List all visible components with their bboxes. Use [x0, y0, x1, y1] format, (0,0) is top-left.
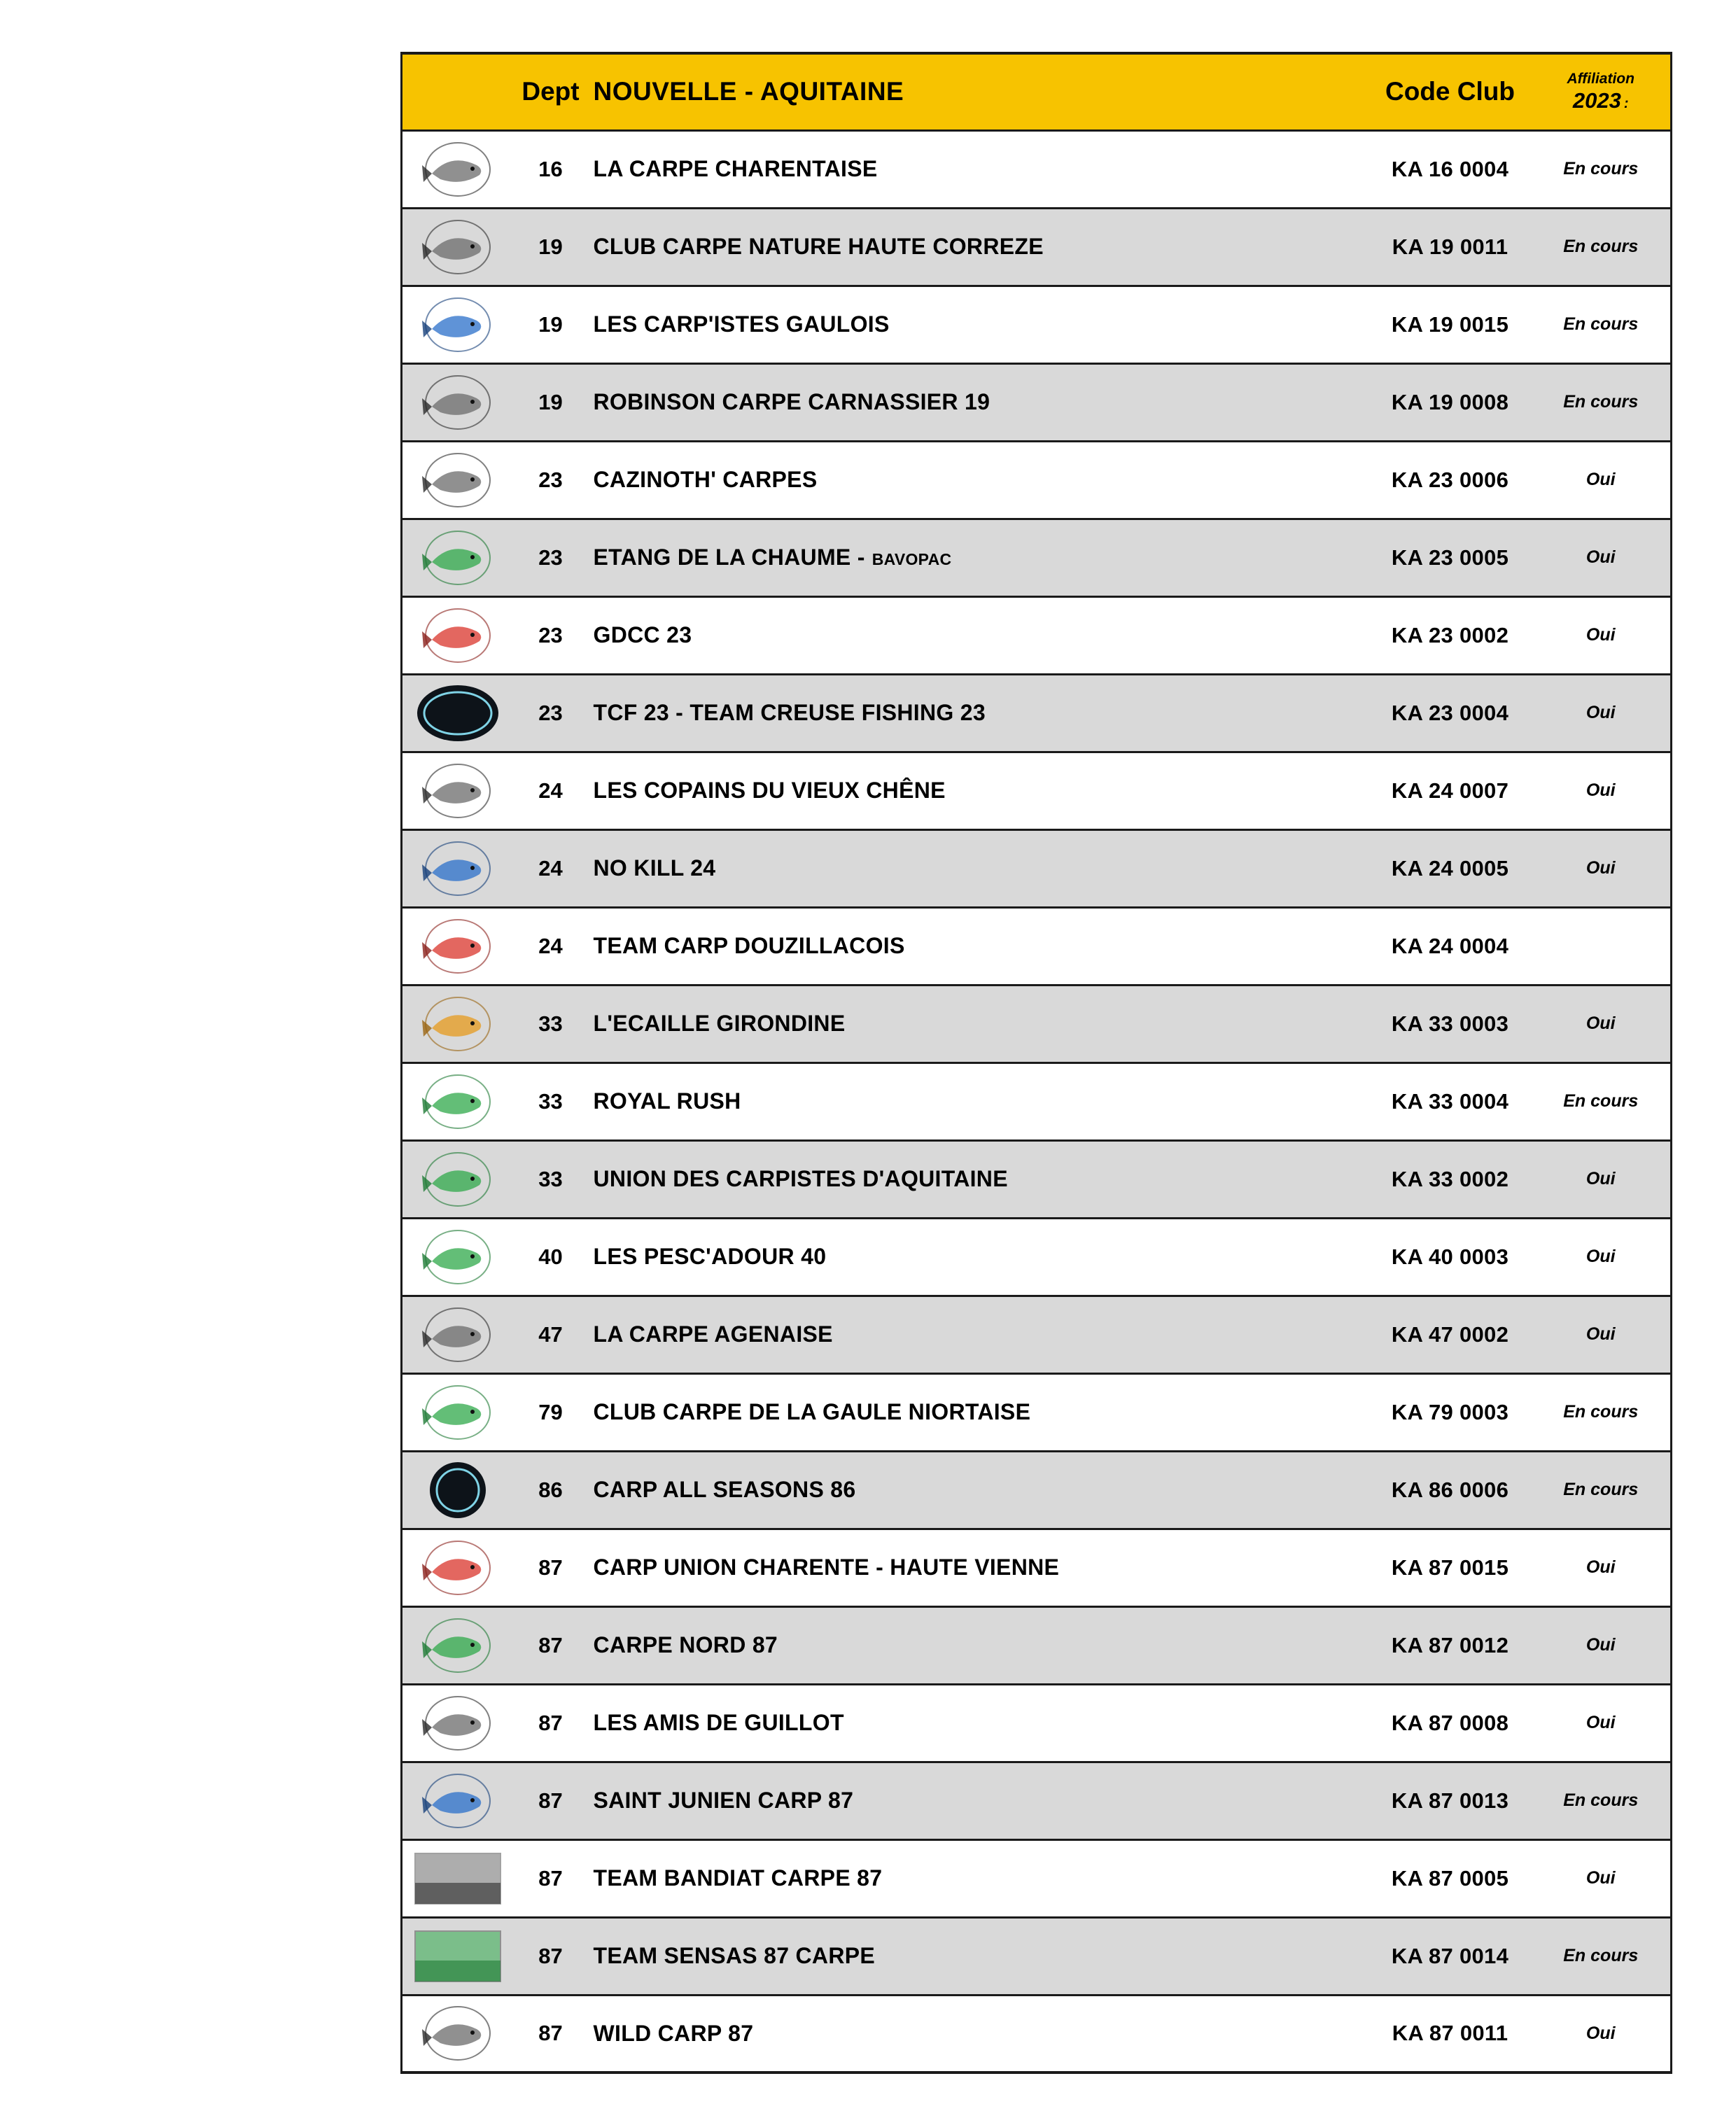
club-logo-cell	[402, 286, 514, 363]
club-table	[400, 52, 1672, 2074]
fleur-de-lis-logo-icon	[412, 992, 503, 1056]
club-dept: 16	[514, 130, 588, 208]
club-name: LES COPAINS DU VIEUX CHÊNE	[593, 778, 946, 803]
club-logo-cell	[402, 208, 514, 286]
round-badge-logo-icon	[412, 293, 503, 357]
club-code: KA 19 0011	[1369, 208, 1532, 286]
club-name: WILD CARP 87	[593, 2020, 754, 2046]
club-affiliation: Oui	[1532, 985, 1672, 1062]
club-code: KA 87 0005	[1369, 1839, 1532, 1917]
club-name: TEAM BANDIAT CARPE 87	[593, 1865, 883, 1891]
green-ring-logo-icon	[412, 1225, 503, 1289]
club-name: GDCC 23	[593, 622, 692, 647]
club-name-suffix: BAVOPAC	[872, 550, 952, 568]
dark-oval-logo-icon	[412, 681, 503, 745]
club-name: LA CARPE CHARENTAISE	[593, 156, 878, 181]
club-code: KA 24 0005	[1369, 829, 1532, 907]
club-dept: 23	[514, 519, 588, 596]
table-row	[402, 1917, 1672, 1995]
club-dept: 24	[514, 752, 588, 829]
club-name: ROBINSON CARPE CARNASSIER 19	[593, 389, 990, 414]
club-affiliation: Oui	[1532, 1529, 1672, 1606]
table-row	[402, 985, 1672, 1062]
club-name: SAINT JUNIEN CARP 87	[593, 1788, 854, 1813]
club-name-cell	[588, 208, 1369, 286]
club-code: KA 40 0003	[1369, 1218, 1532, 1296]
club-name-cell	[588, 1917, 1369, 1995]
club-code: KA 87 0014	[1369, 1917, 1532, 1995]
table-row	[402, 674, 1672, 752]
club-dept: 87	[514, 1684, 588, 1762]
table-row	[402, 1296, 1672, 1373]
carp-circle-logo-icon	[412, 759, 503, 823]
club-logo-cell	[402, 130, 514, 208]
club-dept: 40	[514, 1218, 588, 1296]
club-name: LES PESC'ADOUR 40	[593, 1244, 827, 1269]
club-dept: 87	[514, 1529, 588, 1606]
club-logo-cell	[402, 1529, 514, 1606]
carp-outline-logo-icon	[412, 1691, 503, 1755]
club-dept: 87	[514, 1917, 588, 1995]
club-affiliation: En cours	[1532, 1062, 1672, 1140]
club-dept: 19	[514, 208, 588, 286]
affiliation-year: 2023	[1572, 87, 1621, 113]
club-affiliation: Oui	[1532, 596, 1672, 674]
club-affiliation: Oui	[1532, 519, 1672, 596]
club-dept: 47	[514, 1296, 588, 1373]
club-name-cell	[588, 1762, 1369, 1839]
club-dept: 33	[514, 985, 588, 1062]
club-affiliation: En cours	[1532, 130, 1672, 208]
club-name-cell	[588, 752, 1369, 829]
club-code: KA 33 0004	[1369, 1062, 1532, 1140]
club-name: LA CARPE AGENAISE	[593, 1321, 833, 1347]
club-logo-cell	[402, 907, 514, 985]
club-name-cell	[588, 130, 1369, 208]
table-row	[402, 1762, 1672, 1839]
green-outline-carp-logo-icon	[412, 1613, 503, 1678]
table-row	[402, 1062, 1672, 1140]
club-name: LES CARP'ISTES GAULOIS	[593, 311, 890, 337]
club-name-cell	[588, 441, 1369, 519]
club-logo-cell	[402, 519, 514, 596]
club-name: CLUB CARPE DE LA GAULE NIORTAISE	[593, 1399, 1031, 1424]
club-name-cell	[588, 674, 1369, 752]
club-code: KA 87 0012	[1369, 1606, 1532, 1684]
club-name-cell	[588, 1839, 1369, 1917]
club-name-cell	[588, 363, 1369, 441]
club-name: TEAM SENSAS 87 CARPE	[593, 1943, 876, 1968]
club-code: KA 87 0008	[1369, 1684, 1532, 1762]
club-affiliation: Oui	[1532, 441, 1672, 519]
uca-logo-icon	[412, 1147, 503, 1212]
rose-carp-logo-icon	[412, 1536, 503, 1600]
club-code: KA 19 0015	[1369, 286, 1532, 363]
club-name: ROYAL RUSH	[593, 1088, 741, 1114]
club-name-cell	[588, 1062, 1369, 1140]
club-affiliation: En cours	[1532, 208, 1672, 286]
table-row	[402, 752, 1672, 829]
club-name-cell	[588, 1218, 1369, 1296]
club-logo-cell	[402, 1218, 514, 1296]
club-name: CAZINOTH' CARPES	[593, 467, 818, 492]
club-dept: 24	[514, 829, 588, 907]
club-name-cell	[588, 596, 1369, 674]
table-row	[402, 519, 1672, 596]
club-name-cell	[588, 1684, 1369, 1762]
club-dept: 87	[514, 1762, 588, 1839]
carp-leaping-logo-icon	[412, 137, 503, 202]
club-name: CLUB CARPE NATURE HAUTE CORREZE	[593, 234, 1044, 259]
club-name: LES AMIS DE GUILLOT	[593, 1710, 844, 1735]
table-row	[402, 1218, 1672, 1296]
green-arc-logo-icon	[412, 526, 503, 590]
affiliation-label: Affiliation	[1567, 71, 1634, 87]
club-name-cell	[588, 1606, 1369, 1684]
club-logo-cell	[402, 1995, 514, 2073]
club-affiliation: En cours	[1532, 1917, 1672, 1995]
club-name-cell	[588, 1451, 1369, 1529]
green-carp-logo-icon	[412, 1380, 503, 1445]
club-logo-cell	[402, 1917, 514, 1995]
table-row	[402, 286, 1672, 363]
table-row	[402, 907, 1672, 985]
club-affiliation: Oui	[1532, 1606, 1672, 1684]
angler-sketch-logo-icon	[412, 215, 503, 279]
club-logo-cell	[402, 1684, 514, 1762]
club-code: KA 47 0002	[1369, 1296, 1532, 1373]
club-logo-cell	[402, 1606, 514, 1684]
club-affiliation: En cours	[1532, 1451, 1672, 1529]
club-affiliation: Oui	[1532, 674, 1672, 752]
photo-lake-logo-icon	[412, 1846, 503, 1911]
club-name-cell	[588, 985, 1369, 1062]
header-dept: Dept	[514, 53, 588, 130]
club-name-cell	[588, 907, 1369, 985]
club-dept: 23	[514, 441, 588, 519]
club-name-cell	[588, 1529, 1369, 1606]
club-affiliation: Oui	[1532, 752, 1672, 829]
club-rows	[402, 130, 1672, 2073]
carp-reel-logo-icon	[412, 1303, 503, 1367]
club-logo-cell	[402, 985, 514, 1062]
black-disc-logo-icon	[412, 1458, 503, 1522]
club-logo-cell	[402, 1140, 514, 1218]
table-row	[402, 441, 1672, 519]
club-logo-cell	[402, 1373, 514, 1451]
club-affiliation: En cours	[1532, 1373, 1672, 1451]
club-code: KA 19 0008	[1369, 363, 1532, 441]
club-affiliation: Oui	[1532, 1296, 1672, 1373]
club-name: TCF 23 - TEAM CREUSE FISHING 23	[593, 700, 986, 725]
club-name: NO KILL 24	[593, 855, 716, 881]
club-code: KA 24 0004	[1369, 907, 1532, 985]
header-region: NOUVELLE - AQUITAINE	[588, 53, 1369, 130]
koi-sketch-logo-icon	[412, 2001, 503, 2066]
red-carp-logo-icon	[412, 603, 503, 668]
club-dept: 23	[514, 674, 588, 752]
club-code: KA 87 0011	[1392, 2021, 1508, 2046]
header-affiliation	[1532, 53, 1672, 130]
club-code: KA 87 0015	[1369, 1529, 1532, 1606]
club-dept: 19	[514, 286, 588, 363]
script-carp-logo-icon	[412, 914, 503, 979]
table-row	[402, 829, 1672, 907]
club-logo-cell	[402, 1296, 514, 1373]
club-logo-cell	[402, 1839, 514, 1917]
table-row	[402, 208, 1672, 286]
club-affiliation: En cours	[1532, 1762, 1672, 1839]
club-logo-cell	[402, 1062, 514, 1140]
club-name: CARP ALL SEASONS 86	[593, 1477, 856, 1502]
carp-sketch-logo-icon	[412, 448, 503, 512]
club-affiliation: En cours	[1532, 363, 1672, 441]
club-name-cell	[588, 519, 1369, 596]
club-affiliation	[1532, 907, 1672, 985]
blue-red-logo-icon	[412, 1769, 503, 1833]
club-name-cell	[588, 1296, 1369, 1373]
club-code: KA 33 0002	[1369, 1140, 1532, 1218]
club-code: KA 86 0006	[1369, 1451, 1532, 1529]
club-name: ETANG DE LA CHAUME -	[593, 545, 865, 570]
club-logo-cell	[402, 363, 514, 441]
club-affiliation: Oui	[1532, 1839, 1672, 1917]
club-logo-cell	[402, 674, 514, 752]
table-row	[402, 1373, 1672, 1451]
club-code: KA 33 0003	[1369, 985, 1532, 1062]
club-name-cell	[588, 1140, 1369, 1218]
club-dept: 86	[514, 1451, 588, 1529]
club-dept: 24	[514, 907, 588, 985]
table-row	[402, 1529, 1672, 1606]
club-code: KA 24 0007	[1369, 752, 1532, 829]
club-affiliation: Oui	[1532, 1218, 1672, 1296]
club-code: KA 23 0006	[1369, 441, 1532, 519]
club-name: UNION DES CARPISTES D'AQUITAINE	[593, 1166, 1008, 1191]
club-affiliation: Oui	[1532, 1684, 1672, 1762]
no-kill-logo-icon	[412, 836, 503, 901]
table-row	[402, 1451, 1672, 1529]
club-dept: 79	[514, 1373, 588, 1451]
club-code: KA 23 0002	[1369, 596, 1532, 674]
club-code: KA 23 0004	[1369, 674, 1532, 752]
club-logo-cell	[402, 1451, 514, 1529]
club-code: KA 79 0003	[1369, 1373, 1532, 1451]
club-name: CARPE NORD 87	[593, 1632, 778, 1657]
table-row	[402, 1606, 1672, 1684]
club-dept: 87	[538, 2021, 563, 2046]
club-dept: 87	[514, 1606, 588, 1684]
club-logo-cell	[402, 596, 514, 674]
club-affiliation: Oui	[1532, 1140, 1672, 1218]
club-code: KA 87 0013	[1369, 1762, 1532, 1839]
club-affiliation: En cours	[1532, 286, 1672, 363]
club-dept: 33	[514, 1062, 588, 1140]
club-dept: 33	[514, 1140, 588, 1218]
club-name-cell	[588, 829, 1369, 907]
club-name-cell	[588, 1373, 1369, 1451]
club-dept: 87	[514, 1839, 588, 1917]
club-logo-cell	[402, 829, 514, 907]
club-dept: 23	[514, 596, 588, 674]
club-affiliation: Oui	[1586, 2023, 1616, 2043]
club-affiliation: Oui	[1532, 829, 1672, 907]
club-name: CARP UNION CHARENTE - HAUTE VIENNE	[593, 1555, 1060, 1580]
club-dept: 19	[514, 363, 588, 441]
club-name-cell	[588, 286, 1369, 363]
club-name: L'ECAILLE GIRONDINE	[593, 1011, 846, 1036]
header-code-club: Code Club	[1369, 53, 1532, 130]
club-name: TEAM CARP DOUZILLACOIS	[593, 933, 905, 958]
club-name-cell	[588, 1995, 1369, 2073]
club-logo-cell	[402, 441, 514, 519]
table-row	[402, 1140, 1672, 1218]
table-row	[402, 1839, 1672, 1917]
club-code: KA 23 0005	[1369, 519, 1532, 596]
table-row	[402, 363, 1672, 441]
affiliation-colon: :	[1623, 95, 1629, 111]
header-logo-cell	[402, 53, 514, 130]
table-row	[402, 596, 1672, 674]
club-code: KA 16 0004	[1369, 130, 1532, 208]
oval-text-logo-icon	[412, 370, 503, 435]
club-logo-cell	[402, 752, 514, 829]
club-logo-cell	[402, 1762, 514, 1839]
table-row	[402, 1995, 1672, 2073]
table-header-row	[402, 53, 1672, 130]
angler-green-logo-icon	[412, 1069, 503, 1134]
table-row	[402, 1684, 1672, 1762]
photo-green-logo-icon	[412, 1924, 503, 1989]
table-row	[402, 130, 1672, 208]
